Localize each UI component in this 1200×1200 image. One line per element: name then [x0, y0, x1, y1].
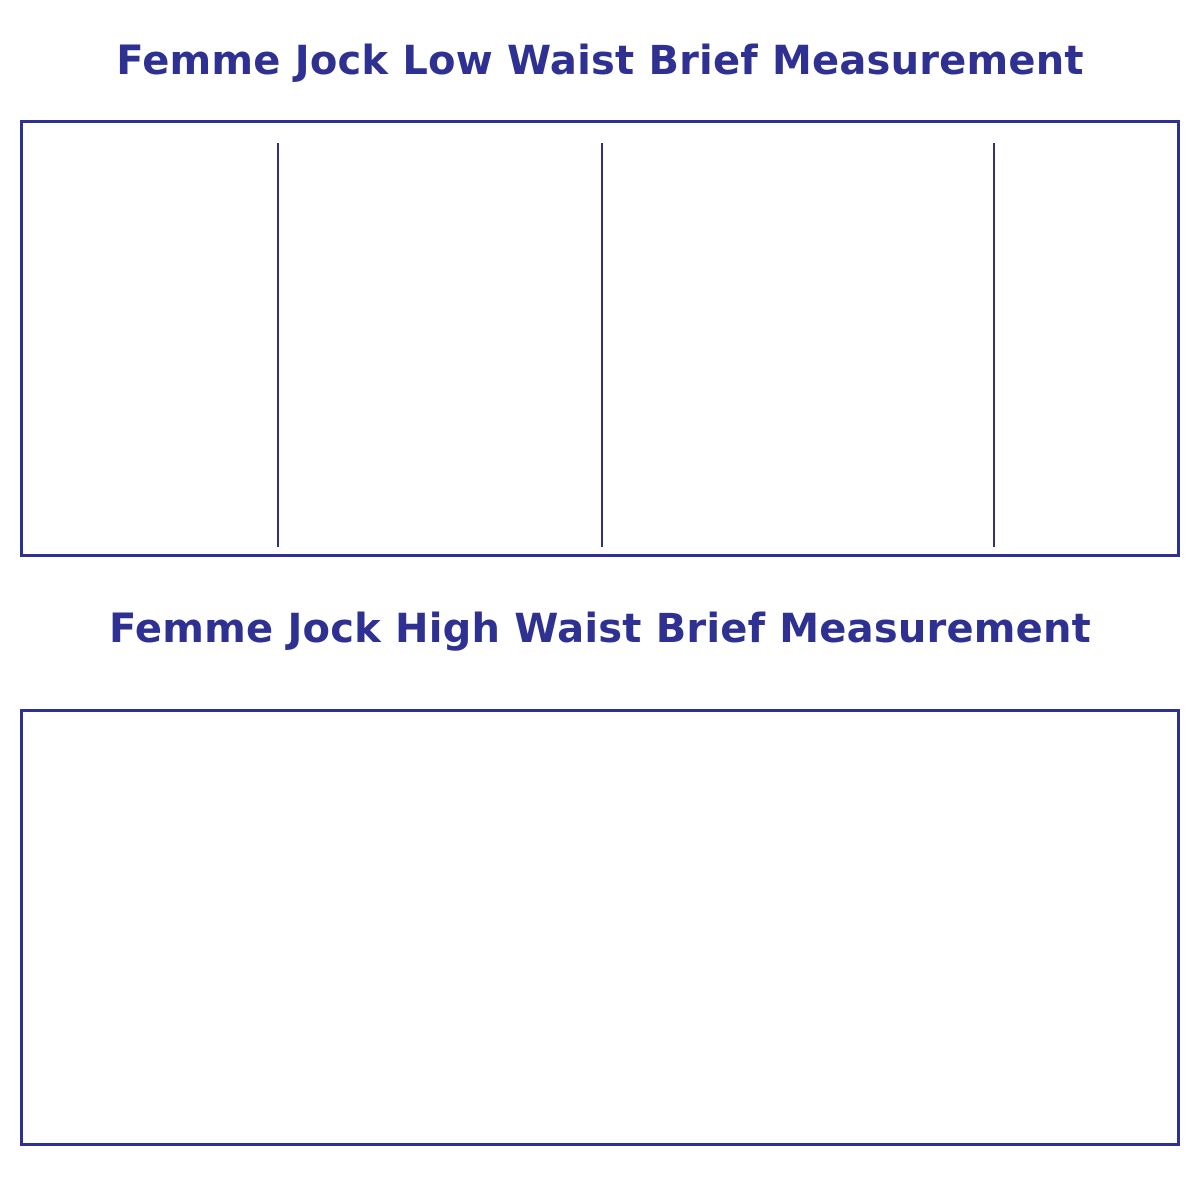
high-waist-grid: [37, 732, 1169, 1136]
high-waist-table: [20, 709, 1180, 1146]
low-waist-title: Femme Jock Low Waist Brief Measurement: [116, 38, 1084, 84]
low-waist-table: [20, 120, 1180, 557]
column-divider: [993, 143, 995, 547]
column-divider: [277, 143, 279, 547]
high-waist-title: Femme Jock High Waist Brief Measurement: [109, 606, 1091, 652]
column-divider: [601, 143, 603, 547]
low-waist-grid: [37, 143, 1169, 547]
